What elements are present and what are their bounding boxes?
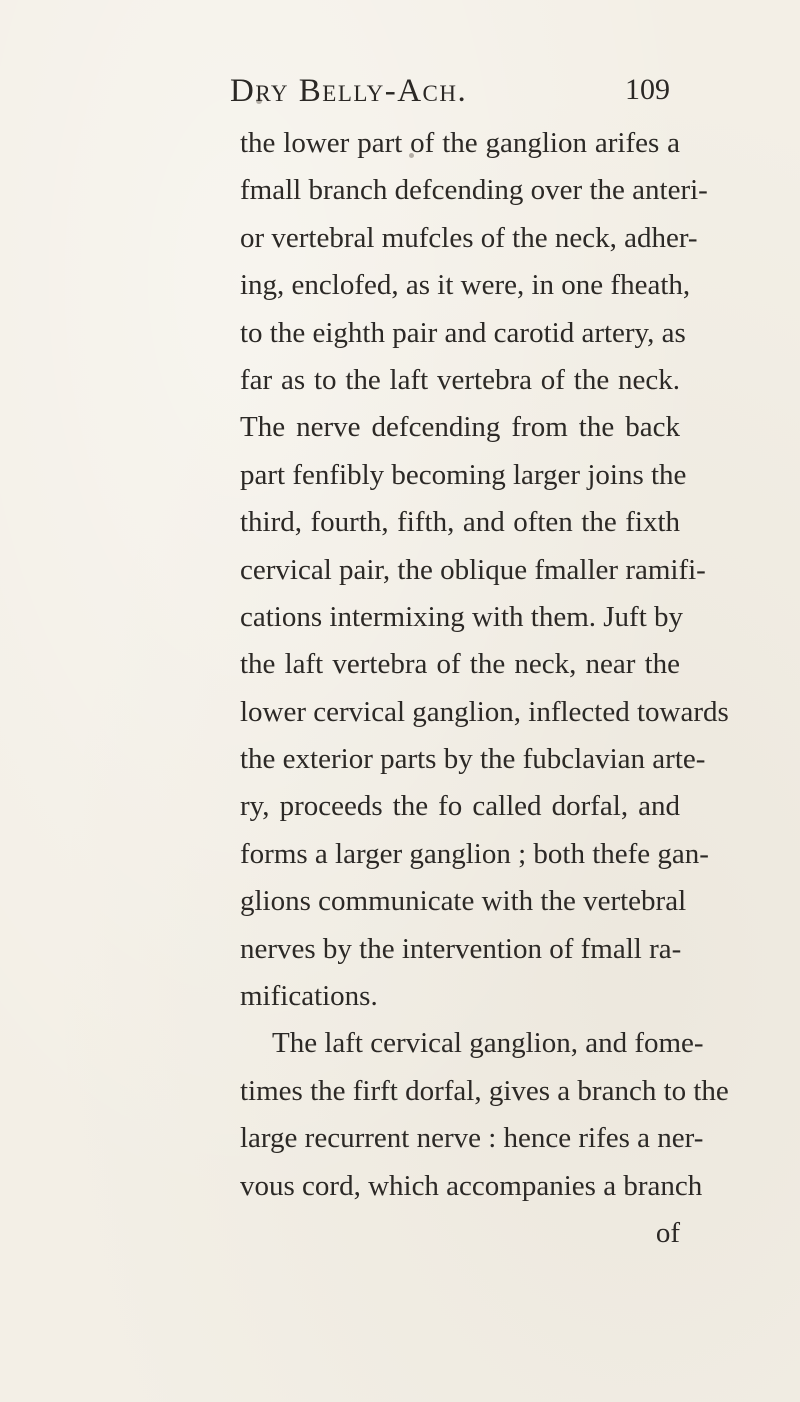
text-line: fmall branch defcending over the anteri- — [240, 174, 708, 207]
text-line: lower cervical ganglion, inflected towards — [240, 695, 729, 728]
text-line: ry, proceeds the fo called dorfal, and — [240, 790, 680, 823]
body-text — [240, 120, 729, 1257]
catchword: of — [655, 1216, 680, 1249]
text-line: cervical pair, the oblique fmaller ramifi- — [240, 553, 706, 586]
text-line: far as to the laft vertebra of the neck. — [240, 363, 680, 396]
text-line: the exterior parts by the fubclavian arte- — [240, 743, 706, 776]
text-line: The nerve defcending from the back — [240, 411, 680, 444]
text-line: forms a larger ganglion ; both thefe gan- — [240, 837, 709, 870]
text-line: large recurrent nerve : hence rifes a ner- — [240, 1122, 704, 1155]
text-line: times the firft dorfal, gives a branch to the — [240, 1074, 729, 1107]
text-line: to the eighth pair and carotid artery, as — [240, 316, 686, 349]
text-line: vous cord, which accompanies a branch — [240, 1169, 703, 1202]
text-line: the laft vertebra of the neck, near the — [240, 648, 680, 681]
running-title: Dry Belly-Ach. — [230, 73, 468, 109]
text-line: mifications. — [240, 980, 378, 1013]
text-line: ing, enclofed, as it were, in one fheath, — [240, 269, 691, 302]
text-line: The laft cervical ganglion, and fome- — [272, 1027, 704, 1060]
text-line: glions communicate with the vertebral — [240, 885, 687, 918]
text-line: third, fourth, fifth, and often the fixth — [240, 506, 680, 539]
text-line: part fenfibly becoming larger joins the — [240, 458, 687, 491]
page-number: 109 — [625, 73, 670, 106]
text-line: the lower part of the ganglion arifes a — [240, 127, 680, 159]
page-header — [230, 73, 670, 117]
text-line: cations intermixing with them. Juft by — [240, 600, 684, 633]
text-line: nerves by the intervention of fmall ra- — [240, 932, 682, 965]
text-line: or vertebral mufcles of the neck, adher- — [240, 221, 698, 254]
